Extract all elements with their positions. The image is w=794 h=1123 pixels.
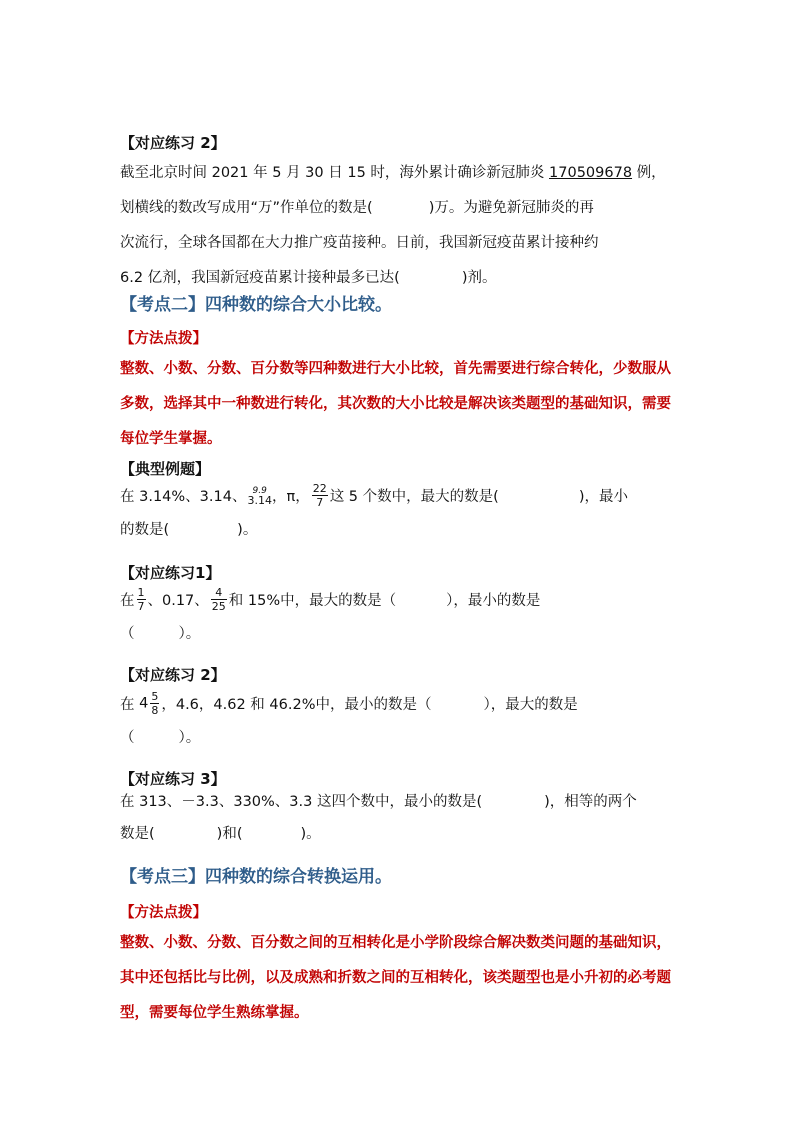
exercise-2-line-1: 截至北京时间 2021 年 5 月 30 日 15 时，海外累计确诊新冠肺炎 170509678 例，	[120, 165, 666, 181]
example-line-1: 在 3.14%、3.14、 9.9 3.14 ，π， $\frac{22}{7}$ 这 5 个数中，最大的数是( )，最小	[120, 482, 628, 509]
underlined-number: 170509678	[549, 165, 633, 181]
fraction-5-8: $\frac{5}{8}$	[151, 690, 159, 717]
exercise-3-label: 【对应练习 3】	[120, 770, 226, 788]
exercise-1-label: 【对应练习1】	[120, 564, 221, 582]
exercise-2-line-3: 次流行，全球各国都在大力推广疫苗接种。日前，我国新冠疫苗累计接种约	[120, 235, 599, 251]
method-label: 【方法点拨】	[120, 331, 207, 347]
fraction-1-7: $\frac{1}{7}$	[137, 586, 145, 613]
exercise-2b-label: 【对应练习 2】	[120, 666, 226, 684]
exercise-2-line-2: 划横线的数改写成用“万”作单位的数是( )万。为避免新冠肺炎的再	[120, 200, 594, 216]
method-label-3: 【方法点拨】	[120, 905, 207, 921]
section-title-kaodian-3: 【考点三】四种数的综合转换运用。	[120, 867, 392, 887]
exercise-2-label: 【对应练习 2】	[120, 134, 226, 152]
exercise-2b-line-2: （ ）。	[120, 730, 201, 746]
exercise-2-line-4: 6.2 亿剂，我国新冠疫苗累计接种最多已达( )剂。	[120, 270, 497, 286]
fraction-22-7: $\frac{22}{7}$	[312, 482, 327, 509]
exercise-2-text	[120, 156, 680, 296]
exercise-2b-line-1: 在 4 $\frac{5}{8}$ ，4.6，4.62 和 46.2%中，最小的数是（ ），最大的数是	[120, 690, 578, 717]
method-text-3: 整数、小数、分数、百分数之间的互相转化是小学阶段综合解决数类问题的基础知识，其中还包括比与比例，以及成熟和折数之间的互相转化，该类题型也是小升初的必考题型，需要每位学生熟练掌握。	[120, 935, 671, 1021]
example-line-2: 的数是( )。	[120, 522, 258, 538]
exercise-1-line-1: 在 $\frac{1}{7}$ 、0.17、 $\frac{4}{25}$ 和 15%中，最大的数是（ ），最小的数是	[120, 586, 541, 613]
example-label: 【典型例题】	[120, 460, 211, 478]
repeating-decimal: 9.9 3.14	[247, 485, 272, 507]
exercise-1-line-2: （ ）。	[120, 626, 201, 642]
fraction-4-25: $\frac{4}{25}$	[211, 586, 226, 613]
exercise-3-line-2: 数是( )和( )。	[120, 826, 321, 842]
exercise-3-line-1: 在 313、－3.3、330%、3.3 这四个数中，最小的数是( )，相等的两个	[120, 794, 637, 810]
section-title-kaodian-2: 【考点二】四种数的综合大小比较。	[120, 295, 392, 315]
method-text: 整数、小数、分数、百分数等四种数进行大小比较，首先需要进行综合转化，少数服从多数，选择其中一种数进行转化，其次数的大小比较是解决该类题型的基础知识，需要每位学生掌握。	[120, 361, 671, 447]
